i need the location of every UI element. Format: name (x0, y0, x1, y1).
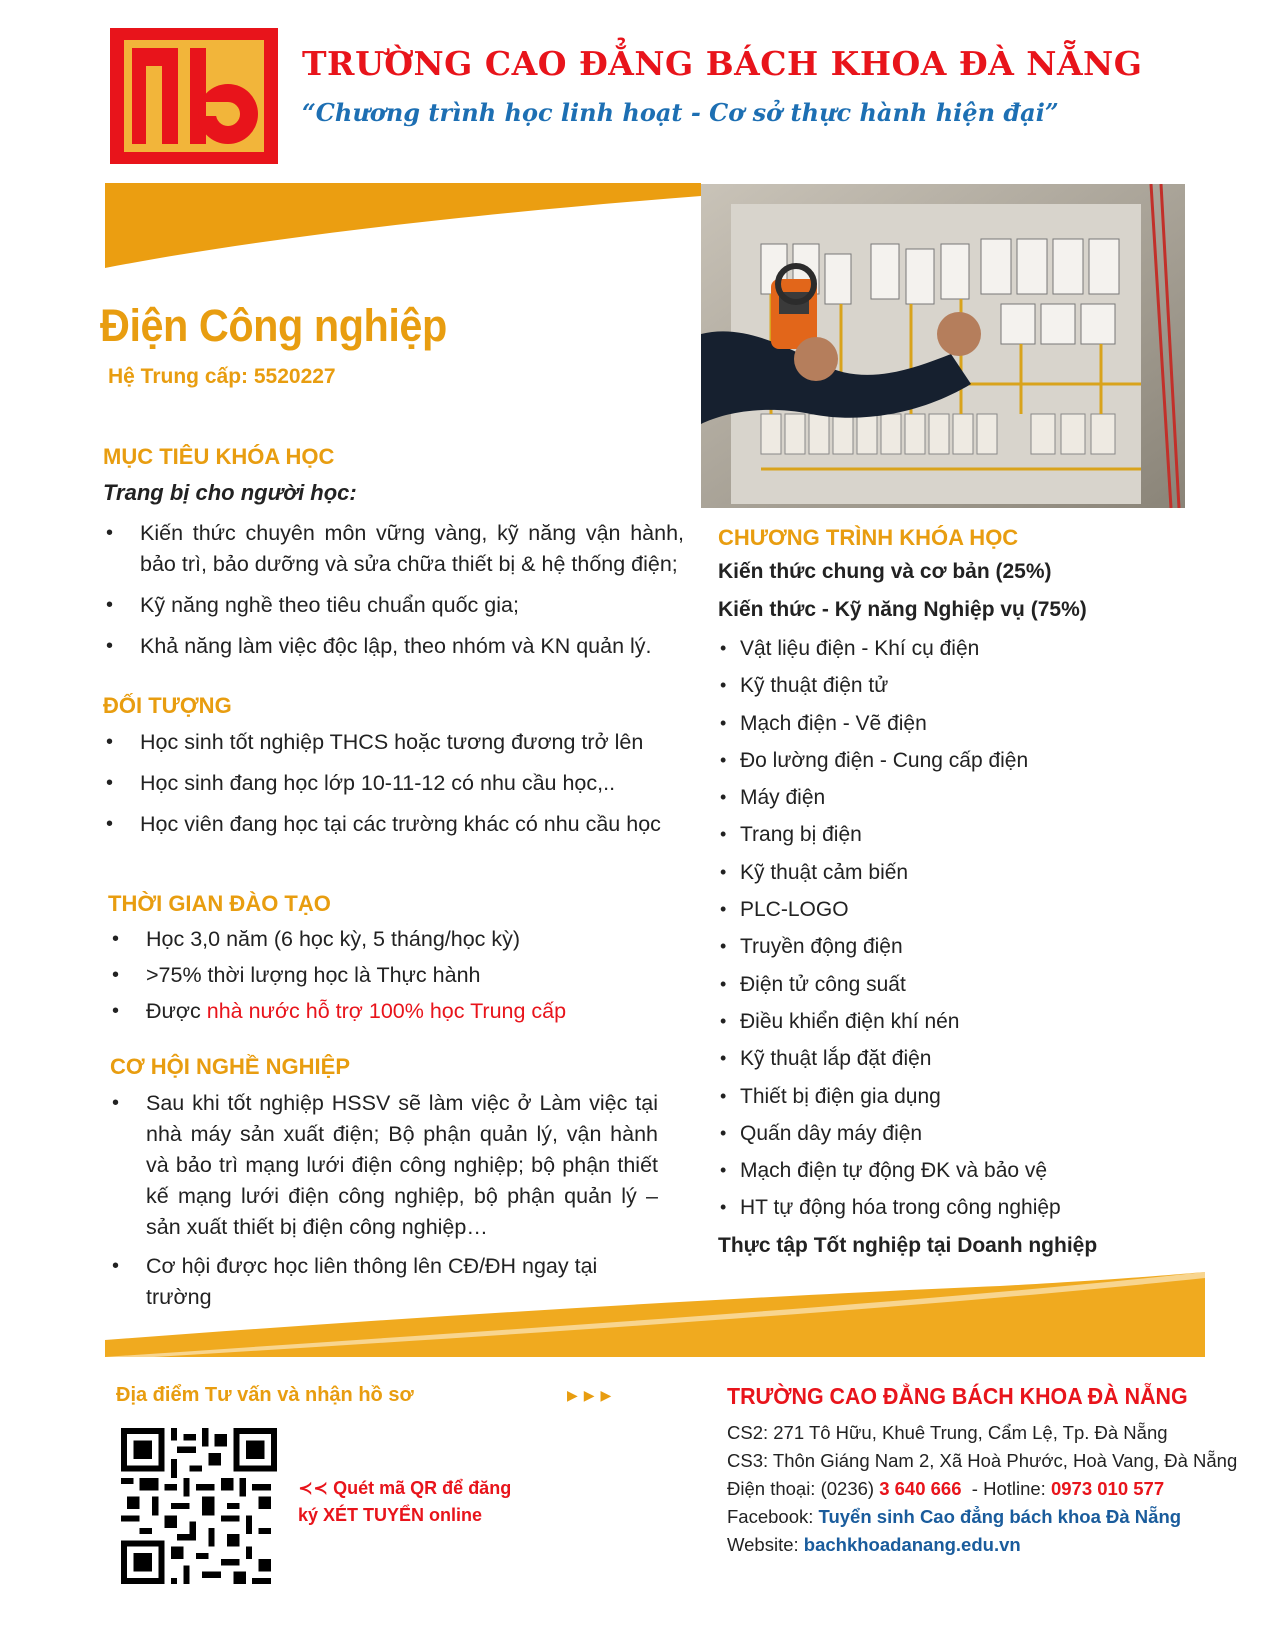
objectives-list (104, 518, 684, 672)
duration-title: THỜI GIAN ĐÀO TẠO (108, 891, 331, 916)
list-item: • Kiến thức chuyên môn vững vàng, kỹ năng vận hành, bảo trì, bảo dưỡng và sửa chữa thiết bị & hệ thống điện; (104, 518, 684, 580)
school-slogan: “Chương trình học linh hoạt - Cơ sở thực hành hiện đại” (302, 98, 1059, 127)
list-item: • Máy điện (718, 779, 1061, 816)
program-internship: Thực tập Tốt nghiệp tại Doanh nghiệp (718, 1234, 1098, 1257)
website-label: Website: (727, 1534, 804, 1555)
list-item: • Học viên đang học tại các trường khác có nhu cầu học (104, 809, 684, 840)
facebook-label: Facebook: (727, 1506, 819, 1527)
list-item: • Học sinh tốt nghiệp THCS hoặc tương đương trở lên (104, 727, 684, 758)
facebook-link[interactable]: Tuyển sinh Cao đẳng bách khoa Đà Nẵng (818, 1506, 1182, 1527)
list-item: • Mạch điện tự động ĐK và bảo vệ (718, 1152, 1061, 1189)
list-item: • Học 3,0 năm (6 học kỳ, 5 tháng/học kỳ) (110, 924, 690, 955)
school-logo (110, 28, 278, 164)
list-item: • Kỹ thuật cảm biến (718, 854, 1061, 891)
list-item: • Học sinh đang học lớp 10-11-12 có nhu cầu học,.. (104, 768, 684, 799)
qr-code[interactable] (121, 1428, 277, 1584)
phone-number[interactable]: 3 640 666 (879, 1478, 962, 1499)
career-title: CƠ HỘI NGHỀ NGHIỆP (110, 1054, 351, 1079)
website-link[interactable]: bachkhoadanang.edu.vn (803, 1534, 1021, 1555)
list-item: • Khả năng làm việc độc lập, theo nhóm và KN quản lý. (104, 631, 684, 662)
list-item: • Điều khiển điện khí nén (718, 1003, 1061, 1040)
course-title: Điện Công nghiệp (100, 300, 447, 351)
list-item: • Kỹ thuật lắp đặt điện (718, 1040, 1061, 1077)
support-highlight: nhà nước hỗ trợ 100% học Trung cấp (206, 999, 567, 1023)
program-professional: Kiến thức - Kỹ năng Nghiệp vụ (75%) (718, 598, 1087, 621)
list-item: • Thiết bị điện gia dụng (718, 1078, 1061, 1115)
consult-location-title: Địa điểm Tư vấn và nhận hồ sơ (116, 1384, 414, 1406)
audience-list (104, 727, 684, 850)
audience-title: ĐỐI TƯỢNG (103, 693, 232, 718)
list-item: • Trang bị điện (718, 816, 1061, 853)
qr-note-line-1: ≺≺ Quét mã QR để đăng (298, 1478, 512, 1498)
arrow-right-icon: ▶▶▶ (567, 1387, 618, 1403)
list-item: • Mạch điện - Vẽ điện (718, 705, 1061, 742)
phone-label: Điện thoại: (0236) (727, 1478, 880, 1499)
program-general: Kiến thức chung và cơ bản (25%) (718, 560, 1052, 583)
list-item: • Quấn dây máy điện (718, 1115, 1061, 1152)
objectives-intro: Trang bị cho người học: (103, 480, 357, 505)
facebook-line (727, 1506, 1181, 1528)
footer-school-name: TRƯỜNG CAO ĐẲNG BÁCH KHOA ĐÀ NẴNG (727, 1383, 1188, 1409)
hotline-number[interactable]: 0973 010 577 (1050, 1478, 1165, 1499)
list-item: • Đo lường điện - Cung cấp điện (718, 742, 1061, 779)
objectives-title: MỤC TIÊU KHÓA HỌC (103, 444, 335, 469)
list-item: • Kỹ năng nghề theo tiêu chuẩn quốc gia; (104, 590, 684, 621)
list-item: • HT tự động hóa trong công nghiệp (718, 1189, 1061, 1226)
electrician-photo (701, 184, 1185, 508)
phone-line (727, 1478, 1164, 1500)
program-title: CHƯƠNG TRÌNH KHÓA HỌC (718, 525, 1019, 550)
qr-note-line-2: ký XÉT TUYỂN online (298, 1505, 483, 1525)
list-item: • Vật liệu điện - Khí cụ điện (718, 630, 1061, 667)
duration-list (110, 924, 690, 1027)
list-item: • Kỹ thuật điện tử (718, 667, 1061, 704)
career-list (110, 1088, 658, 1313)
list-item: • PLC-LOGO (718, 891, 1061, 928)
list-item: • Truyền động điện (718, 928, 1061, 965)
list-item: • Điện tử công suất (718, 966, 1061, 1003)
hotline-label: - Hotline: (961, 1478, 1051, 1499)
course-subtitle: Hệ Trung cấp: 5520227 (108, 365, 336, 388)
list-item (110, 996, 690, 1027)
qr-instruction (298, 1475, 511, 1529)
list-item: • Sau khi tốt nghiệp HSSV sẽ làm việc ở Làm việc tại nhà máy sản xuất điện; Bộ phận quản lý, vận hành và bảo trì mạng lưới điện công nghiệp; bộ phận thiết kế mạng lưới điện công nghiệp, bộ phận quản lý – sản xuất thiết bị điện công nghiệp… (110, 1088, 658, 1243)
list-item: • Cơ hội được học liên thông lên CĐ/ĐH ngay tại trường (110, 1251, 658, 1313)
campus-3-address: CS3: Thôn Giáng Nam 2, Xã Hoà Phước, Hoà Vang, Đà Nẵng (727, 1450, 1238, 1471)
campus-2-address: CS2: 271 Tô Hữu, Khuê Trung, Cẩm Lệ, Tp. Đà Nẵng (727, 1422, 1168, 1443)
school-name: TRƯỜNG CAO ĐẲNG BÁCH KHOA ĐÀ NẴNG (302, 44, 1143, 83)
website-line (727, 1534, 1021, 1556)
support-prefix: Được (146, 999, 207, 1023)
list-item: • >75% thời lượng học là Thực hành (110, 960, 690, 991)
program-subject-list (718, 630, 1061, 1227)
